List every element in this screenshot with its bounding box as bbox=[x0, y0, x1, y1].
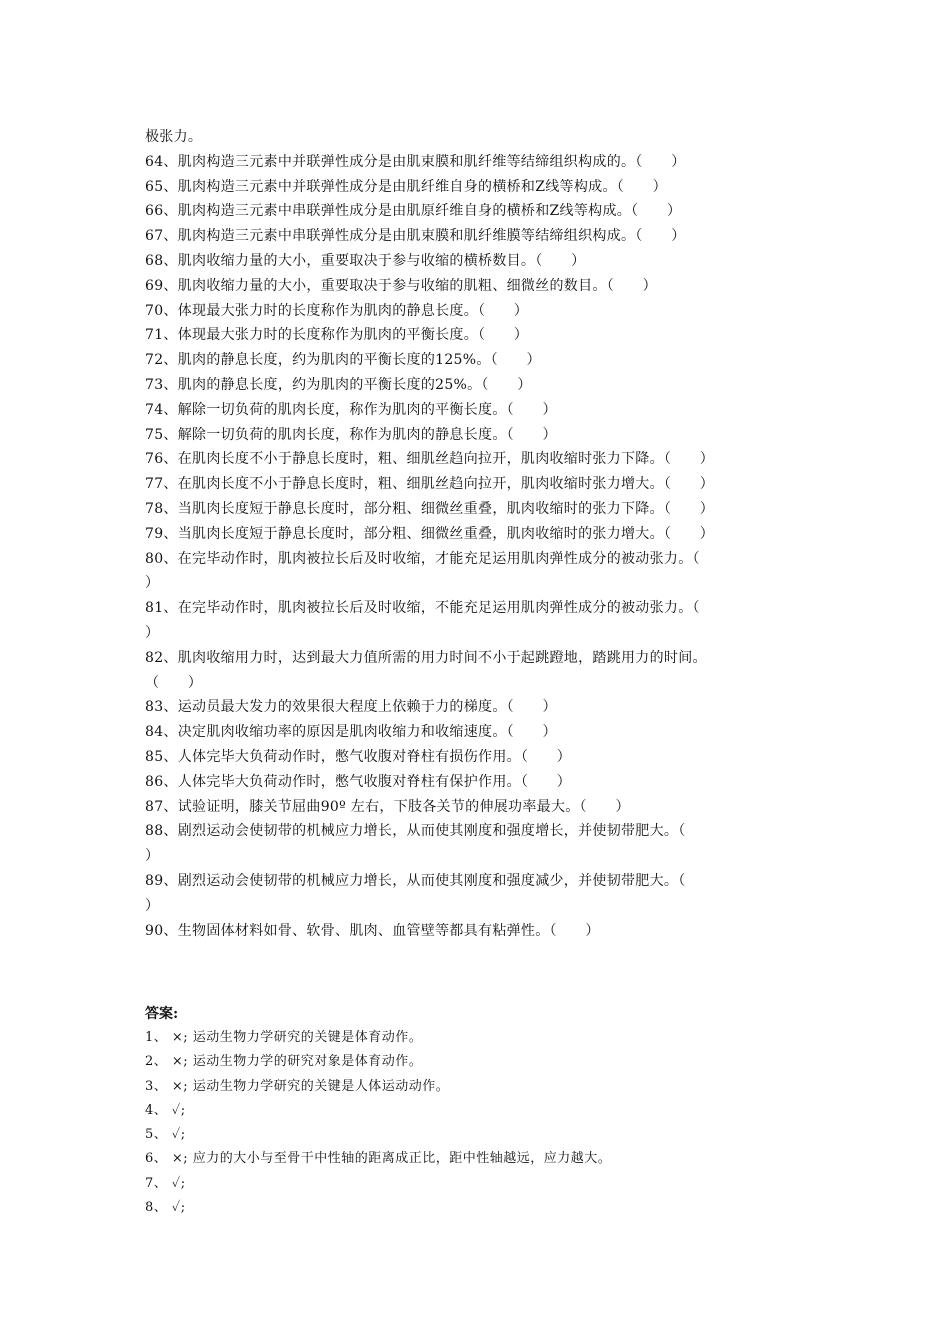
question-line: 68、肌肉收缩力量的大小，重要取决于参与收缩的横桥数目。（ ） bbox=[145, 252, 586, 269]
answer-item: 2、 ×; 运动生物力学的研究对象是体育动作。 bbox=[145, 1054, 423, 1070]
question-line: 76、在肌肉长度不小于静息长度时，粗、细肌丝趋向拉开，肌肉收缩时张力下降。（ ） bbox=[145, 451, 715, 468]
question-line: 64、肌肉构造三元素中并联弹性成分是由肌束膜和肌纤维等结缔组织构成的。（ ） bbox=[145, 153, 686, 170]
question-line: 86、人体完毕大负荷动作时，憋气收腹对脊柱有保护作用。（ ） bbox=[145, 773, 572, 790]
question-line: 79、当肌肉长度短于静息长度时，部分粗、细微丝重叠，肌肉收缩时的张力增大。（ ） bbox=[145, 525, 715, 542]
question-line: 90、生物固体材料如骨、软骨、肌肉、血管壁等都具有粘弹性。（ ） bbox=[145, 922, 600, 939]
answers-heading: 答案: bbox=[145, 1006, 179, 1022]
question-line: 65、肌肉构造三元素中并联弹性成分是由肌纤维自身的横桥和Z线等构成。（ ） bbox=[145, 178, 667, 195]
answers-section bbox=[145, 1002, 815, 1220]
question-line: 67、肌肉构造三元素中串联弹性成分是由肌束膜和肌纤维膜等结缔组织构成。（ ） bbox=[145, 228, 686, 245]
question-line: 69、肌肉收缩力量的大小，重要取决于参与收缩的肌粗、细微丝的数目。（ ） bbox=[145, 277, 657, 294]
question-line: 77、在肌肉长度不小于静息长度时，粗、细肌丝趋向拉开，肌肉收缩时张力增大。（ ） bbox=[145, 476, 715, 493]
question-line: 75、解除一切负荷的肌肉长度，称作为肌肉的静息长度。（ ） bbox=[145, 426, 557, 443]
question-line: 88、剧烈运动会使韧带的机械应力增长，从而使其刚度和强度增长，并使韧带肥大。（ bbox=[145, 823, 686, 840]
question-line: 71、体现最大张力时的长度称作为肌肉的平衡长度。（ ） bbox=[145, 327, 529, 344]
answer-item: 1、 ×; 运动生物力学研究的关键是体育动作。 bbox=[145, 1030, 423, 1045]
question-line: 66、肌肉构造三元素中串联弹性成分是由肌原纤维自身的横桥和Z线等构成。（ ） bbox=[145, 203, 682, 220]
question-line-continuation: ） bbox=[145, 624, 160, 641]
question-line: 83、运动员最大发力的效果很大程度上依赖于力的梯度。（ ） bbox=[145, 699, 557, 716]
answer-item: 4、 ✓; bbox=[145, 1102, 186, 1118]
question-line-continuation: （ ） bbox=[145, 674, 203, 691]
answer-item: 5、 ✓; bbox=[145, 1127, 186, 1143]
question-line: 84、决定肌肉收缩功率的原因是肌肉收缩力和收缩速度。（ ） bbox=[145, 724, 557, 741]
question-line: 85、人体完毕大负荷动作时，憋气收腹对脊柱有损伤作用。（ ） bbox=[145, 748, 572, 765]
question-line: 78、当肌肉长度短于静息长度时，部分粗、细微丝重叠，肌肉收缩时的张力下降。（ ） bbox=[145, 500, 715, 517]
question-line: 80、在完毕动作时，肌肉被拉长后及时收缩，才能充足运用肌肉弹性成分的被动张力。（ bbox=[145, 550, 700, 567]
answer-item: 3、 ×; 运动生物力学研究的关键是人体运动动作。 bbox=[145, 1078, 450, 1094]
question-line-continuation: ） bbox=[145, 575, 160, 592]
question-line: 74、解除一切负荷的肌肉长度，称作为肌肉的平衡长度。（ ） bbox=[145, 401, 557, 418]
question-line: 72、肌肉的静息长度，约为肌肉的平衡长度的125%。（ ） bbox=[145, 352, 541, 369]
answer-item: 8、 ✓; bbox=[145, 1200, 186, 1216]
answer-item: 7、 ✓; bbox=[145, 1175, 186, 1191]
question-list bbox=[145, 125, 815, 943]
question-line: 87、试验证明，膝关节屈曲90º 左右，下肢各关节的伸展功率最大。（ ） bbox=[145, 798, 630, 815]
question-line: 极张力。 bbox=[145, 129, 203, 145]
question-line: 70、体现最大张力时的长度称作为肌肉的静息长度。（ ） bbox=[145, 302, 529, 319]
question-line: 89、剧烈运动会使韧带的机械应力增长，从而使其刚度和强度减少，并使韧带肥大。（ bbox=[145, 872, 686, 889]
question-line: 82、肌肉收缩用力时，达到最大力值所需的用力时间不小于起跳蹬地，踏跳用力的时间。 bbox=[145, 649, 707, 666]
question-line-continuation: ） bbox=[145, 848, 160, 865]
question-line: 73、肌肉的静息长度，约为肌肉的平衡长度的25%。（ ） bbox=[145, 376, 532, 393]
question-line-continuation: ） bbox=[145, 897, 160, 914]
answer-item: 6、 ×; 应力的大小与至骨干中性轴的距离成正比，距中性轴越远，应力越大。 bbox=[145, 1151, 612, 1167]
question-line: 81、在完毕动作时，肌肉被拉长后及时收缩，不能充足运用肌肉弹性成分的被动张力。（ bbox=[145, 600, 700, 617]
